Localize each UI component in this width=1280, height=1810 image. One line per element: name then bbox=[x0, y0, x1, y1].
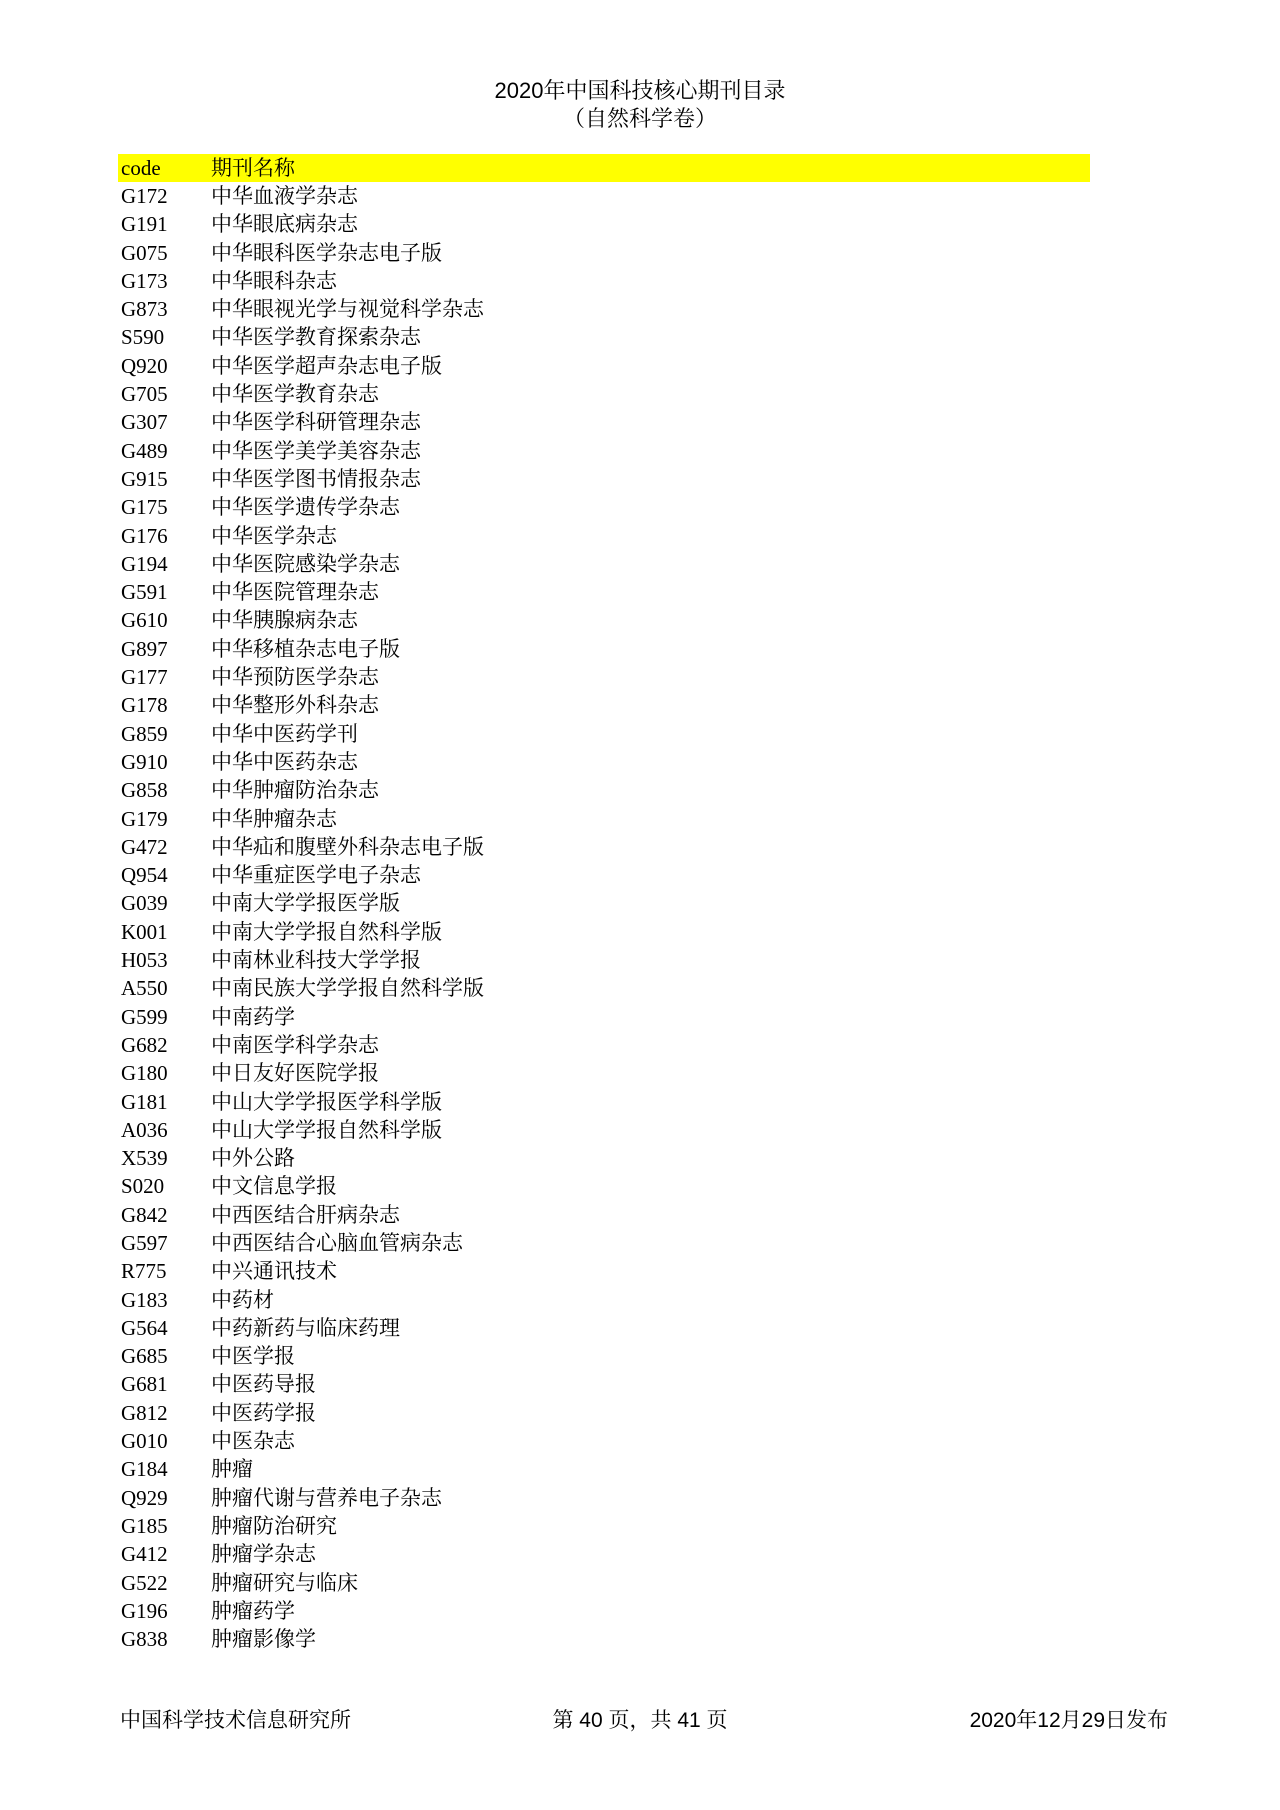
journal-code: G682 bbox=[121, 1032, 168, 1057]
journal-code: A550 bbox=[121, 976, 168, 1001]
journal-code: G591 bbox=[121, 580, 168, 605]
journal-code: Q920 bbox=[121, 353, 168, 378]
journal-code: S020 bbox=[121, 1174, 165, 1199]
journal-code: G179 bbox=[121, 806, 168, 831]
journal-code: X539 bbox=[121, 1146, 168, 1171]
table-row bbox=[118, 1059, 1090, 1087]
table-row bbox=[118, 578, 1090, 606]
table-row bbox=[118, 1484, 1090, 1512]
journal-name: 中医杂志 bbox=[211, 1429, 295, 1454]
journal-name: 中华眼底病杂志 bbox=[211, 212, 358, 237]
table-row bbox=[118, 1512, 1090, 1540]
journal-name: 肿瘤防治研究 bbox=[211, 1513, 337, 1538]
journal-code: G010 bbox=[121, 1429, 168, 1454]
journal-name: 中山大学学报医学科学版 bbox=[211, 1089, 442, 1114]
journal-name: 中兴通讯技术 bbox=[211, 1259, 337, 1284]
table-row bbox=[118, 606, 1090, 634]
journal-name: 中华医学美学美容杂志 bbox=[211, 438, 421, 463]
table-row bbox=[118, 1455, 1090, 1483]
journal-name: 中西医结合心脑血管病杂志 bbox=[211, 1230, 463, 1255]
journal-code: G897 bbox=[121, 636, 168, 661]
table-row bbox=[118, 805, 1090, 833]
footer-publisher: 中国科学技术信息研究所 bbox=[120, 1709, 351, 1732]
journal-code: G685 bbox=[121, 1344, 168, 1369]
journal-code: G842 bbox=[121, 1202, 168, 1227]
journal-name: 中华医学超声杂志电子版 bbox=[211, 353, 442, 378]
table-row bbox=[118, 1399, 1090, 1427]
table-header bbox=[118, 154, 1090, 182]
table-row bbox=[118, 663, 1090, 691]
journal-name: 中文信息学报 bbox=[211, 1174, 337, 1199]
journal-code: G173 bbox=[121, 268, 168, 293]
journal-name: 中华胰腺病杂志 bbox=[211, 608, 358, 633]
table-row bbox=[118, 833, 1090, 861]
journal-code: G610 bbox=[121, 608, 168, 633]
table-row bbox=[118, 918, 1090, 946]
journal-name: 中华医学科研管理杂志 bbox=[211, 410, 421, 435]
journal-name: 中药材 bbox=[211, 1287, 274, 1312]
journal-code: G181 bbox=[121, 1089, 168, 1114]
journal-code: G705 bbox=[121, 382, 168, 407]
table-row bbox=[118, 210, 1090, 238]
journal-name: 肿瘤药学 bbox=[211, 1598, 295, 1623]
table-row bbox=[118, 1569, 1090, 1597]
table-row bbox=[118, 267, 1090, 295]
journal-name: 中华医学教育探索杂志 bbox=[211, 325, 421, 350]
table-row bbox=[118, 1427, 1090, 1455]
journal-code: Q954 bbox=[121, 863, 168, 888]
journal-name: 中山大学学报自然科学版 bbox=[211, 1117, 442, 1142]
journal-name: 中华医院管理杂志 bbox=[211, 580, 379, 605]
table-row bbox=[118, 239, 1090, 267]
table-row bbox=[118, 182, 1090, 210]
journal-code: A036 bbox=[121, 1117, 168, 1142]
table-row bbox=[118, 1597, 1090, 1625]
table-row bbox=[118, 861, 1090, 889]
table-row bbox=[118, 408, 1090, 436]
journal-code: G812 bbox=[121, 1400, 168, 1425]
journal-name: 中南民族大学学报自然科学版 bbox=[211, 976, 484, 1001]
journal-code: G472 bbox=[121, 834, 168, 859]
journal-name: 中华移植杂志电子版 bbox=[211, 636, 400, 661]
table-row bbox=[118, 1088, 1090, 1116]
journal-name: 中华肿瘤杂志 bbox=[211, 806, 337, 831]
table-row bbox=[118, 465, 1090, 493]
journal-code: G075 bbox=[121, 240, 168, 265]
journal-code: G178 bbox=[121, 693, 168, 718]
table-row bbox=[118, 1370, 1090, 1398]
journal-code: G175 bbox=[121, 495, 168, 520]
table-row bbox=[118, 748, 1090, 776]
journal-code: G522 bbox=[121, 1570, 168, 1595]
page-title: 2020年中国科技核心期刊目录 bbox=[494, 78, 786, 103]
journal-code: G307 bbox=[121, 410, 168, 435]
footer-date: 2020年12月29日发布 bbox=[969, 1709, 1168, 1732]
journal-code: G196 bbox=[121, 1598, 168, 1623]
journal-code: G412 bbox=[121, 1542, 168, 1567]
journal-code: G915 bbox=[121, 466, 168, 491]
journal-name: 中华眼科杂志 bbox=[211, 268, 337, 293]
journal-name: 中医药导报 bbox=[211, 1372, 316, 1397]
journal-name: 中华血液学杂志 bbox=[211, 184, 358, 208]
journal-code: G859 bbox=[121, 721, 168, 746]
journal-code: G191 bbox=[121, 212, 168, 237]
journal-code: G194 bbox=[121, 551, 168, 576]
table-row bbox=[118, 352, 1090, 380]
journal-code: S590 bbox=[121, 325, 165, 350]
journal-name: 中华医学图书情报杂志 bbox=[211, 466, 421, 491]
journal-code: G039 bbox=[121, 891, 168, 916]
journal-code: G838 bbox=[121, 1627, 168, 1652]
journal-name: 肿瘤影像学 bbox=[211, 1627, 316, 1652]
table-row bbox=[118, 1540, 1090, 1568]
table-row bbox=[118, 380, 1090, 408]
journal-name: 中华预防医学杂志 bbox=[211, 665, 379, 690]
table-row bbox=[118, 493, 1090, 521]
table-row bbox=[118, 1201, 1090, 1229]
journal-code: G183 bbox=[121, 1287, 168, 1312]
journal-name: 中华中医药学刊 bbox=[211, 721, 358, 746]
table-row bbox=[118, 295, 1090, 323]
journal-name: 中华眼视光学与视觉科学杂志 bbox=[211, 297, 484, 322]
journal-code: G564 bbox=[121, 1315, 168, 1340]
journal-code: Q929 bbox=[121, 1485, 168, 1510]
journal-name: 中华重症医学电子杂志 bbox=[211, 863, 421, 888]
journal-code: G184 bbox=[121, 1457, 168, 1482]
table-row bbox=[118, 550, 1090, 578]
table-row bbox=[118, 1229, 1090, 1257]
table-row bbox=[118, 974, 1090, 1002]
table-row bbox=[118, 635, 1090, 663]
table-row bbox=[118, 889, 1090, 917]
table-row bbox=[118, 1342, 1090, 1370]
journal-code: G176 bbox=[121, 523, 168, 548]
journal-code: G873 bbox=[121, 297, 168, 322]
table-row bbox=[118, 1257, 1090, 1285]
table-row bbox=[118, 1144, 1090, 1172]
table-row bbox=[118, 946, 1090, 974]
journal-code: R775 bbox=[121, 1259, 167, 1284]
journal-name: 肿瘤学杂志 bbox=[211, 1542, 316, 1567]
journal-name: 中华医学遗传学杂志 bbox=[211, 495, 400, 520]
journal-name: 中华肿瘤防治杂志 bbox=[211, 778, 379, 803]
header-name: 期刊名称 bbox=[211, 156, 295, 180]
journal-code: G172 bbox=[121, 184, 168, 208]
journal-code: G177 bbox=[121, 665, 168, 690]
journal-code: G185 bbox=[121, 1513, 168, 1538]
journal-code: G597 bbox=[121, 1230, 168, 1255]
journal-name: 中医学报 bbox=[211, 1344, 295, 1369]
table-row bbox=[118, 1625, 1090, 1653]
journal-name: 中华疝和腹壁外科杂志电子版 bbox=[211, 834, 484, 859]
journal-name: 中华眼科医学杂志电子版 bbox=[211, 240, 442, 265]
table-row bbox=[118, 437, 1090, 465]
table-row bbox=[118, 776, 1090, 804]
table-row bbox=[118, 1031, 1090, 1059]
journal-table bbox=[118, 182, 1090, 1653]
journal-name: 中外公路 bbox=[211, 1146, 295, 1171]
journal-name: 中西医结合肝病杂志 bbox=[211, 1202, 400, 1227]
journal-name: 中南大学学报自然科学版 bbox=[211, 919, 442, 944]
table-row bbox=[118, 691, 1090, 719]
journal-code: H053 bbox=[121, 948, 168, 973]
journal-name: 中药新药与临床药理 bbox=[211, 1315, 400, 1340]
footer-page-number: 第 40 页，共 41 页 bbox=[552, 1709, 728, 1732]
table-row bbox=[118, 1286, 1090, 1314]
journal-code: G858 bbox=[121, 778, 168, 803]
table-row bbox=[118, 1314, 1090, 1342]
journal-name: 中南林业科技大学学报 bbox=[211, 948, 421, 973]
journal-name: 中华整形外科杂志 bbox=[211, 693, 379, 718]
journal-name: 中南医学科学杂志 bbox=[211, 1032, 379, 1057]
page-subtitle: （自然科学卷） bbox=[562, 106, 717, 131]
journal-name: 肿瘤 bbox=[211, 1457, 253, 1482]
journal-code: G489 bbox=[121, 438, 168, 463]
journal-name: 肿瘤研究与临床 bbox=[211, 1570, 358, 1595]
table-row bbox=[118, 323, 1090, 351]
journal-name: 中日友好医院学报 bbox=[211, 1061, 379, 1086]
journal-name: 中华医院感染学杂志 bbox=[211, 551, 400, 576]
journal-name: 中华中医药杂志 bbox=[211, 749, 358, 774]
table-row bbox=[118, 1116, 1090, 1144]
journal-code: K001 bbox=[121, 919, 168, 944]
journal-code: G599 bbox=[121, 1004, 168, 1029]
journal-code: G681 bbox=[121, 1372, 168, 1397]
header-code: code bbox=[121, 156, 161, 180]
journal-code: G910 bbox=[121, 749, 168, 774]
journal-name: 中华医学杂志 bbox=[211, 523, 337, 548]
journal-code: G180 bbox=[121, 1061, 168, 1086]
table-row bbox=[118, 522, 1090, 550]
table-row bbox=[118, 720, 1090, 748]
table-row bbox=[118, 1003, 1090, 1031]
journal-name: 中南大学学报医学版 bbox=[211, 891, 400, 916]
table-row bbox=[118, 1172, 1090, 1200]
journal-name: 中华医学教育杂志 bbox=[211, 382, 379, 407]
journal-name: 中南药学 bbox=[211, 1004, 295, 1029]
journal-name: 中医药学报 bbox=[211, 1400, 316, 1425]
journal-name: 肿瘤代谢与营养电子杂志 bbox=[211, 1485, 442, 1510]
